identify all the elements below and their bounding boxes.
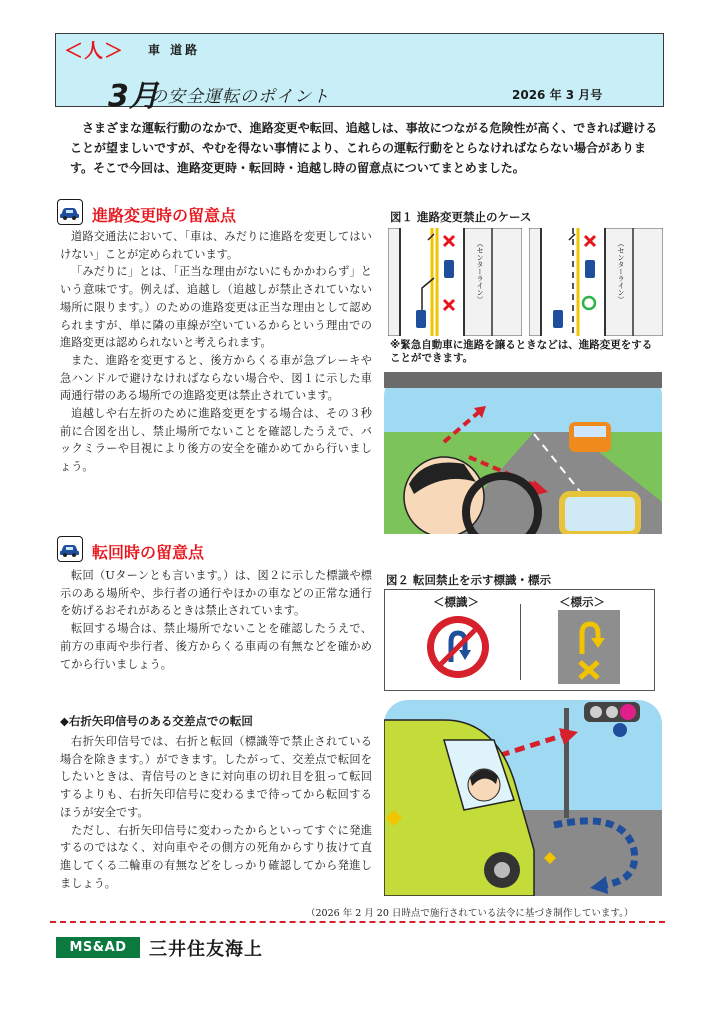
figure1-diagram-right bbox=[529, 228, 663, 336]
figure2-panel bbox=[384, 589, 655, 691]
figure1-caption: 図１ 進路変更禁止のケース bbox=[390, 210, 532, 224]
company-name: 三井住友海上 bbox=[149, 939, 263, 960]
subcategory-label: 車 道路 bbox=[148, 43, 201, 57]
figure2-caption: 図２ 転回禁止を示す標識・標示 bbox=[386, 573, 552, 587]
u-turn-illustration bbox=[384, 700, 662, 896]
car-icon bbox=[57, 199, 83, 225]
section1-paragraph: 道路交通法において、「車は、みだりに進路を変更してはいけない」ことが定められています。 bbox=[60, 230, 372, 261]
section3-paragraph: 右折矢印信号では、右折と転回（標識等で禁止されている場合を除きます。）ができます。したがって、交差点で転回をしたいときは、青信号のときに対向車の切れ目を狙って転回するよりも、右折矢印信号に変わるまで待ってから転回するほうが安全です。 bbox=[60, 735, 372, 819]
figure2-divider bbox=[520, 604, 521, 680]
section2-title: 転回時の留意点 bbox=[92, 543, 205, 562]
footer-divider bbox=[50, 921, 665, 923]
section1-paragraph: 「みだりに」とは、「正当な理由がないにもかかわらず」という意味です。例えば、追越し（追越しが禁止されていない場所に限ります。）のための進路変更は正当な理由として認められますが、単に隣の車線が空いているからという理由での進路変更は認められないと考えられます。 bbox=[60, 265, 372, 350]
msad-logo: MS&AD bbox=[56, 937, 140, 958]
section2-body bbox=[60, 567, 372, 673]
section1-title: 進路変更時の留意点 bbox=[92, 206, 237, 225]
no-u-turn-sign-icon bbox=[425, 614, 491, 684]
sign-label: ＜標識＞ bbox=[433, 595, 479, 609]
section1-body bbox=[60, 228, 372, 476]
marking-label: ＜標示＞ bbox=[559, 595, 605, 609]
section2-paragraph: 転回（Uターンとも言います。）は、図２に示した標識や標示のある場所や、歩行者の通行やほかの車などの正常な通行を妨げるおそれがあるときは禁止されています。 bbox=[60, 569, 372, 618]
section1-paragraph: 追越しや右左折のために進路変更をする場合は、その３秒前に合図を出し、禁止場所でないことを確認したうえで、バックミラーや目視により後方の安全を確かめてから行いましょう。 bbox=[60, 407, 372, 474]
header-top-bar bbox=[55, 33, 664, 62]
section3-body bbox=[60, 733, 372, 892]
footnote: （2026 年 2 月 20 日時点で施行されている法令に基づき制作しています。） bbox=[306, 908, 634, 919]
section3-paragraph: ただし、右折矢印信号に変わったからといってすぐに発進するのではなく、対向車やその側方の死角からすり抜けて直進してくる二輪車の有無などをしっかり確認してから発進しましょう。 bbox=[60, 823, 372, 890]
no-u-turn-marking-icon bbox=[558, 610, 620, 688]
page-title: の安全運転のポイント bbox=[150, 87, 330, 107]
intro-text: さまざまな運転行動のなかで、進路変更や転回、追越しは、事故につながる危険性が高く、できれば避けることが望ましいですが、やむを得ない事情により、これらの運転行動をとらなければならない場合があります。そこで今回は、進路変更時・転回時・追越し時の留意点についてまとめました。 bbox=[70, 121, 658, 175]
lane-change-illustration bbox=[384, 372, 662, 534]
category-label: ＜人＞ bbox=[64, 40, 125, 62]
section1-paragraph: また、進路を変更すると、後方からくる車が急ブレーキや急ハンドルで避けなければならない場合や、図１に示した車両通行帯のある場所での進路変更は禁止されています。 bbox=[60, 353, 372, 403]
issue-date: 2026 年 3 月号 bbox=[512, 88, 603, 102]
center-line-label: （センターライン） bbox=[476, 240, 484, 303]
car-icon bbox=[57, 536, 83, 562]
figure1-diagram-left bbox=[388, 228, 522, 336]
section3-title: ◆右折矢印信号のある交差点での転回 bbox=[60, 714, 253, 728]
section2-paragraph: 転回する場合は、禁止場所でないことを確認したうえで、前方の車両や歩行者、後方からくる車両の有無などを確かめてから行いましょう。 bbox=[60, 622, 372, 671]
center-line-label: （センターライン） bbox=[617, 240, 625, 303]
figure1-note: ※緊急自動車に進路を譲るときなどは、進路変更をすることができます。 bbox=[390, 339, 653, 364]
title-month: 3月 bbox=[108, 79, 159, 114]
